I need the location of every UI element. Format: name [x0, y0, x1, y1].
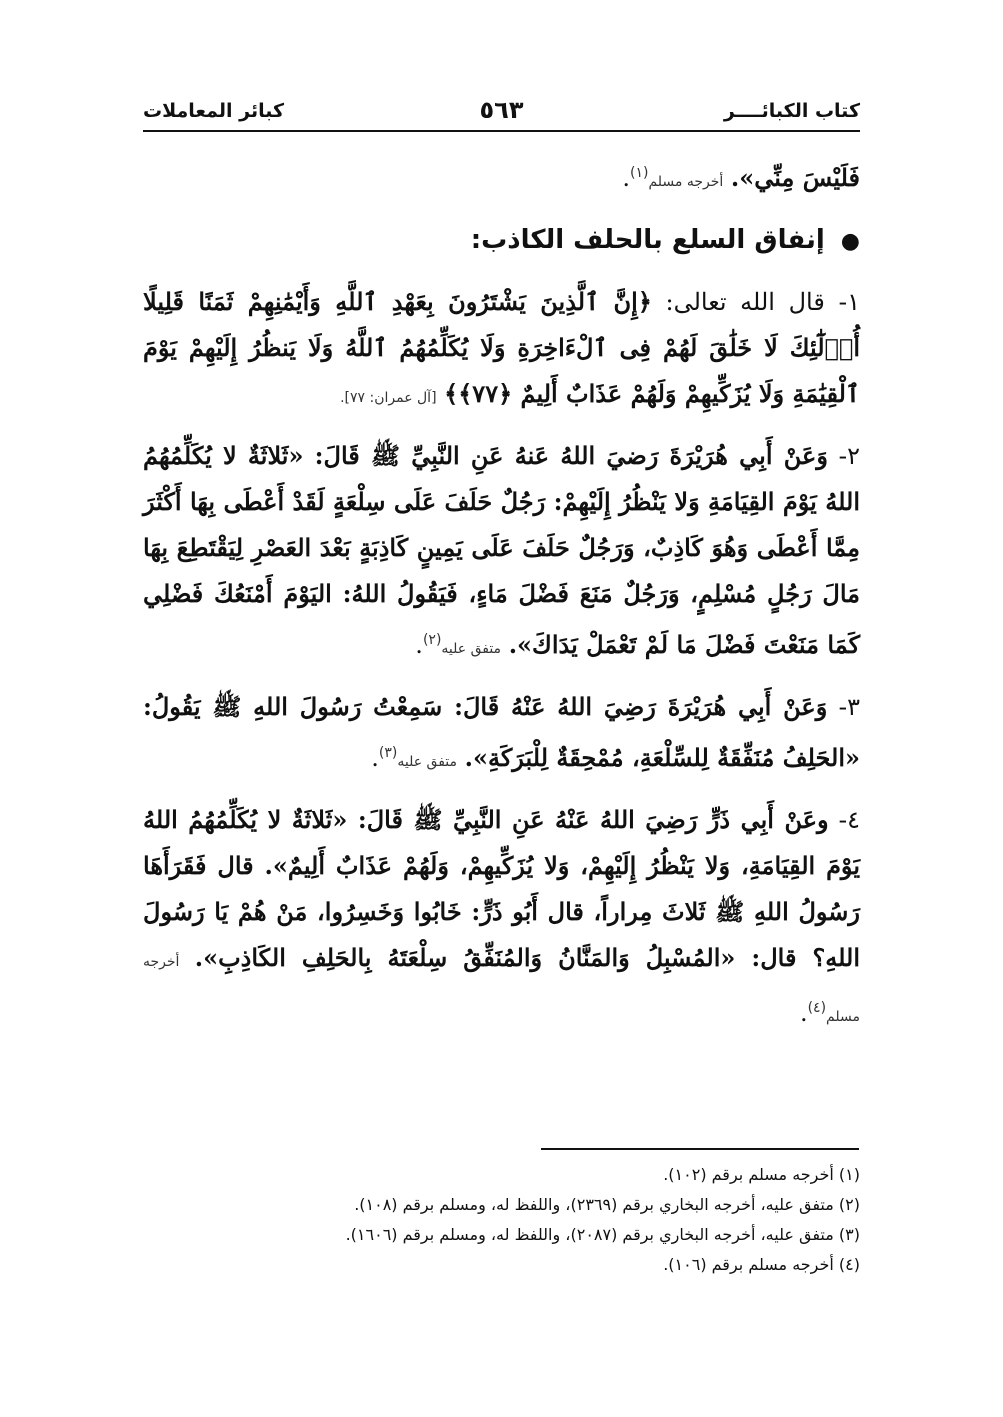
hadith-text: وعَنْ أَبِي ذَرٍّ رَضِيَ اللهُ عَنْهُ عَنِ النَّبِيِّ ﷺ قَالَ: «ثَلاثَةٌ لا يُكَلِّمُهُمُ اللهُ يَوْمَ القِيَامَةِ، وَلا يَنْظُرُ إِلَيْهِمْ، وَلا يُزَكِّيهِمْ، وَلَهُمْ عَذَابٌ أَلِيمٌ». قال فَقَرَأَهَا رَسُولُ اللهِ ﷺ ثَلاثَ مِراراً، قال أَبُو ذَرٍّ: خَابُوا وَخَسِرُوا، مَنْ هُمْ يَا رَسُولَ اللهِ؟ قال: «المُسْبِلُ وَالمَنَّانُ وَالمُنَفِّقُ سِلْعَتَهُ بِالحَلِفِ الكَاذِبِ». [143, 805, 860, 972]
footnote-1: (١) أخرجه مسلم برقم (١٠٢). [663, 1165, 860, 1184]
item-number: ٣- [838, 693, 860, 721]
header-rule [143, 130, 860, 132]
item-1 [143, 279, 860, 421]
footnotes [143, 1160, 860, 1280]
hadith-text: وَعَنْ أَبِي هُرَيْرَةَ رَضيَ اللهُ عَنهُ عَنِ النَّبِيِّ ﷺ قَالَ: «ثَلاثَةٌ لا يُكَلِّمُهُمُ اللهُ يَوْمَ القِيَامَةِ وَلا يَنْظُرُ إِلَيْهِمْ: رَجُلٌ حَلَفَ عَلَى سِلْعَةٍ لَقَدْ أَعْطَى بِهَا أَكْثَرَ مِمَّا أَعْطَى وَهُوَ كَاذِبٌ، وَرَجُلٌ حَلَفَ عَلَى يَمِينٍ كَاذِبَةٍ بَعْدَ العَصْرِ لِيَقْتَطِعَ بِهَا مَالَ رَجُلٍ مُسْلِمٍ، وَرَجُلٌ مَنَعَ فَضْلَ مَاءٍ، فَيَقُولُ اللهُ: اليَوْمَ أَمْنَعُكَ فَضْلِي كَمَا مَنَعْتَ فَضْلَ مَا لَمْ تَعْمَلْ يَدَاكَ». [143, 441, 860, 659]
item-2: ٢- وَعَنْ أَبِي هُرَيْرَةَ رَضيَ اللهُ عَنهُ عَنِ النَّبِيِّ ﷺ قَالَ: «ثَلاثَةٌ لا يُكَلِّمُهُمُ اللهُ يَوْمَ القِيَامَةِ وَلا يَنْظُرُ إِلَيْهِمْ: رَجُلٌ حَلَفَ عَلَى سِلْعَةٍ لَقَدْ أَعْطَى بِهَا أَكْثَرَ مِمَّا أَعْطَى وَهُوَ كَاذِبٌ، وَرَجُلٌ حَلَفَ عَلَى يَمِينٍ كَاذِبَةٍ بَعْدَ العَصْرِ لِيَقْتَطِعَ بِهَا مَالَ رَجُلٍ مُسْلِمٍ، وَرَجُلٌ مَنَعَ فَضْلَ مَاءٍ، فَيَقُولُ اللهُ: اليَوْمَ أَمْنَعُكَ فَضْلِي كَمَا مَنَعْتَ فَضْلَ مَا لَمْ تَعْمَلْ يَدَاكَ». متفق عليه$^{(٢)}$. [143, 441, 860, 659]
item-3: ٣- وَعَنْ أَبِي هُرَيْرَةَ رَضِيَ اللهُ عَنْهُ قَالَ: سَمِعْتُ رَسُولَ اللهِ ﷺ يَقُولُ: «الحَلِفُ مُنَفِّقَةٌ لِلسِّلْعَةِ، مُمْحِقَةٌ لِلْبَرَكَةِ». متفق عليه$^{(٣)}$. [143, 692, 860, 772]
hadith-text: وَعَنْ أَبِي هُرَيْرَةَ رَضِيَ اللهُ عَنْهُ قَالَ: سَمِعْتُ رَسُولَ اللهِ ﷺ يَقُولُ: «الحَلِفُ مُنَفِّقَةٌ لِلسِّلْعَةِ، مُمْحِقَةٌ لِلْبَرَكَةِ». [143, 692, 860, 772]
running-header [143, 90, 860, 130]
source-note: أخرجه مسلم [648, 174, 724, 190]
footnote-rule [541, 1148, 859, 1150]
heading-text: إنفاق السلع بالحلف الكاذب: [470, 225, 825, 255]
item-number: ٢- [838, 442, 860, 470]
section-heading [143, 217, 860, 265]
footnote-4: (٤) أخرجه مسلم برقم (١٠٦). [663, 1255, 860, 1274]
hadith-ending: فَلَيْسَ مِنِّي». [730, 163, 860, 192]
quran-intro: قال الله تعالى: [665, 288, 825, 316]
source-note: متفق عليه [397, 754, 457, 770]
footnote-ref: (٢) [422, 632, 442, 648]
item-number: ٤- [838, 806, 860, 834]
main-text [143, 150, 860, 1052]
item-4: ٤- وعَنْ أَبِي ذَرٍّ رَضِيَ اللهُ عَنْهُ عَنِ النَّبِيِّ ﷺ قَالَ: «ثَلاثَةٌ لا يُكَلِّمُهُمُ اللهُ يَوْمَ القِيَامَةِ، وَلا يَنْظُرُ إِلَيْهِمْ، وَلا يُزَكِّيهِمْ، وَلَهُمْ عَذَابٌ أَلِيمٌ». قال فَقَرَأَهَا رَسُولُ اللهِ ﷺ ثَلاثَ مِراراً، قال أَبُو ذَرٍّ: خَابُوا وَخَسِرُوا، مَنْ هُمْ يَا رَسُولَ اللهِ؟ قال: «المُسْبِلُ وَالمَنَّانُ وَالمُنَفِّقُ سِلْعَتَهُ بِالحَلِفِ الكَاذِبِ». أخرجه مسلم$^{(٤)}$. [143, 805, 860, 1027]
page-number: ٥٦٣ [479, 96, 524, 124]
item-number: ١- [838, 288, 860, 316]
footnote-ref: (٣) [378, 745, 398, 761]
section-title: كبائر المعاملات [143, 100, 285, 122]
source-note: متفق عليه [441, 641, 502, 657]
source-note: أخرجه مسلم [143, 954, 860, 1025]
footnote-ref: (٤) [807, 1000, 827, 1016]
footnote-ref: (١) [629, 165, 649, 181]
quran-verse: ﴿إِنَّ ٱلَّذِينَ يَشْتَرُونَ بِعَهْدِ ٱللَّهِ وَأَيْمَٰنِهِمْ ثَمَنًا قَلِيلًا أُو۟لَٰٓئِكَ لَا خَلَٰقَ لَهُمْ فِى ٱلْءَاخِرَةِ وَلَا يُكَلِّمُهُمُ ٱللَّهُ وَلَا يَنظُرُ إِلَيْهِمْ يَوْمَ ٱلْقِيَٰمَةِ وَلَا يُزَكِّيهِمْ وَلَهُمْ عَذَابٌ أَلِيمٌ ﴿٧٧﴾﴾ [143, 287, 860, 408]
footnote-3: (٣) متفق عليه، أخرجه البخاري برقم (٢٠٨٧)، واللفظ له، ومسلم برقم (١٦٠٦). [345, 1225, 860, 1244]
verse-reference: [آل عمران: ٧٧]. [340, 390, 437, 406]
footnote-2: (٢) متفق عليه، أخرجه البخاري برقم (٢٣٦٩)، واللفظ له، ومسلم برقم (١٠٨). [354, 1195, 860, 1214]
continued-hadith: فَلَيْسَ مِنِّي». أخرجه مسلم$^{(١)}$. [622, 163, 860, 192]
book-title: كتاب الكبائــــر [723, 100, 860, 122]
bullet-icon: ● [840, 229, 860, 254]
